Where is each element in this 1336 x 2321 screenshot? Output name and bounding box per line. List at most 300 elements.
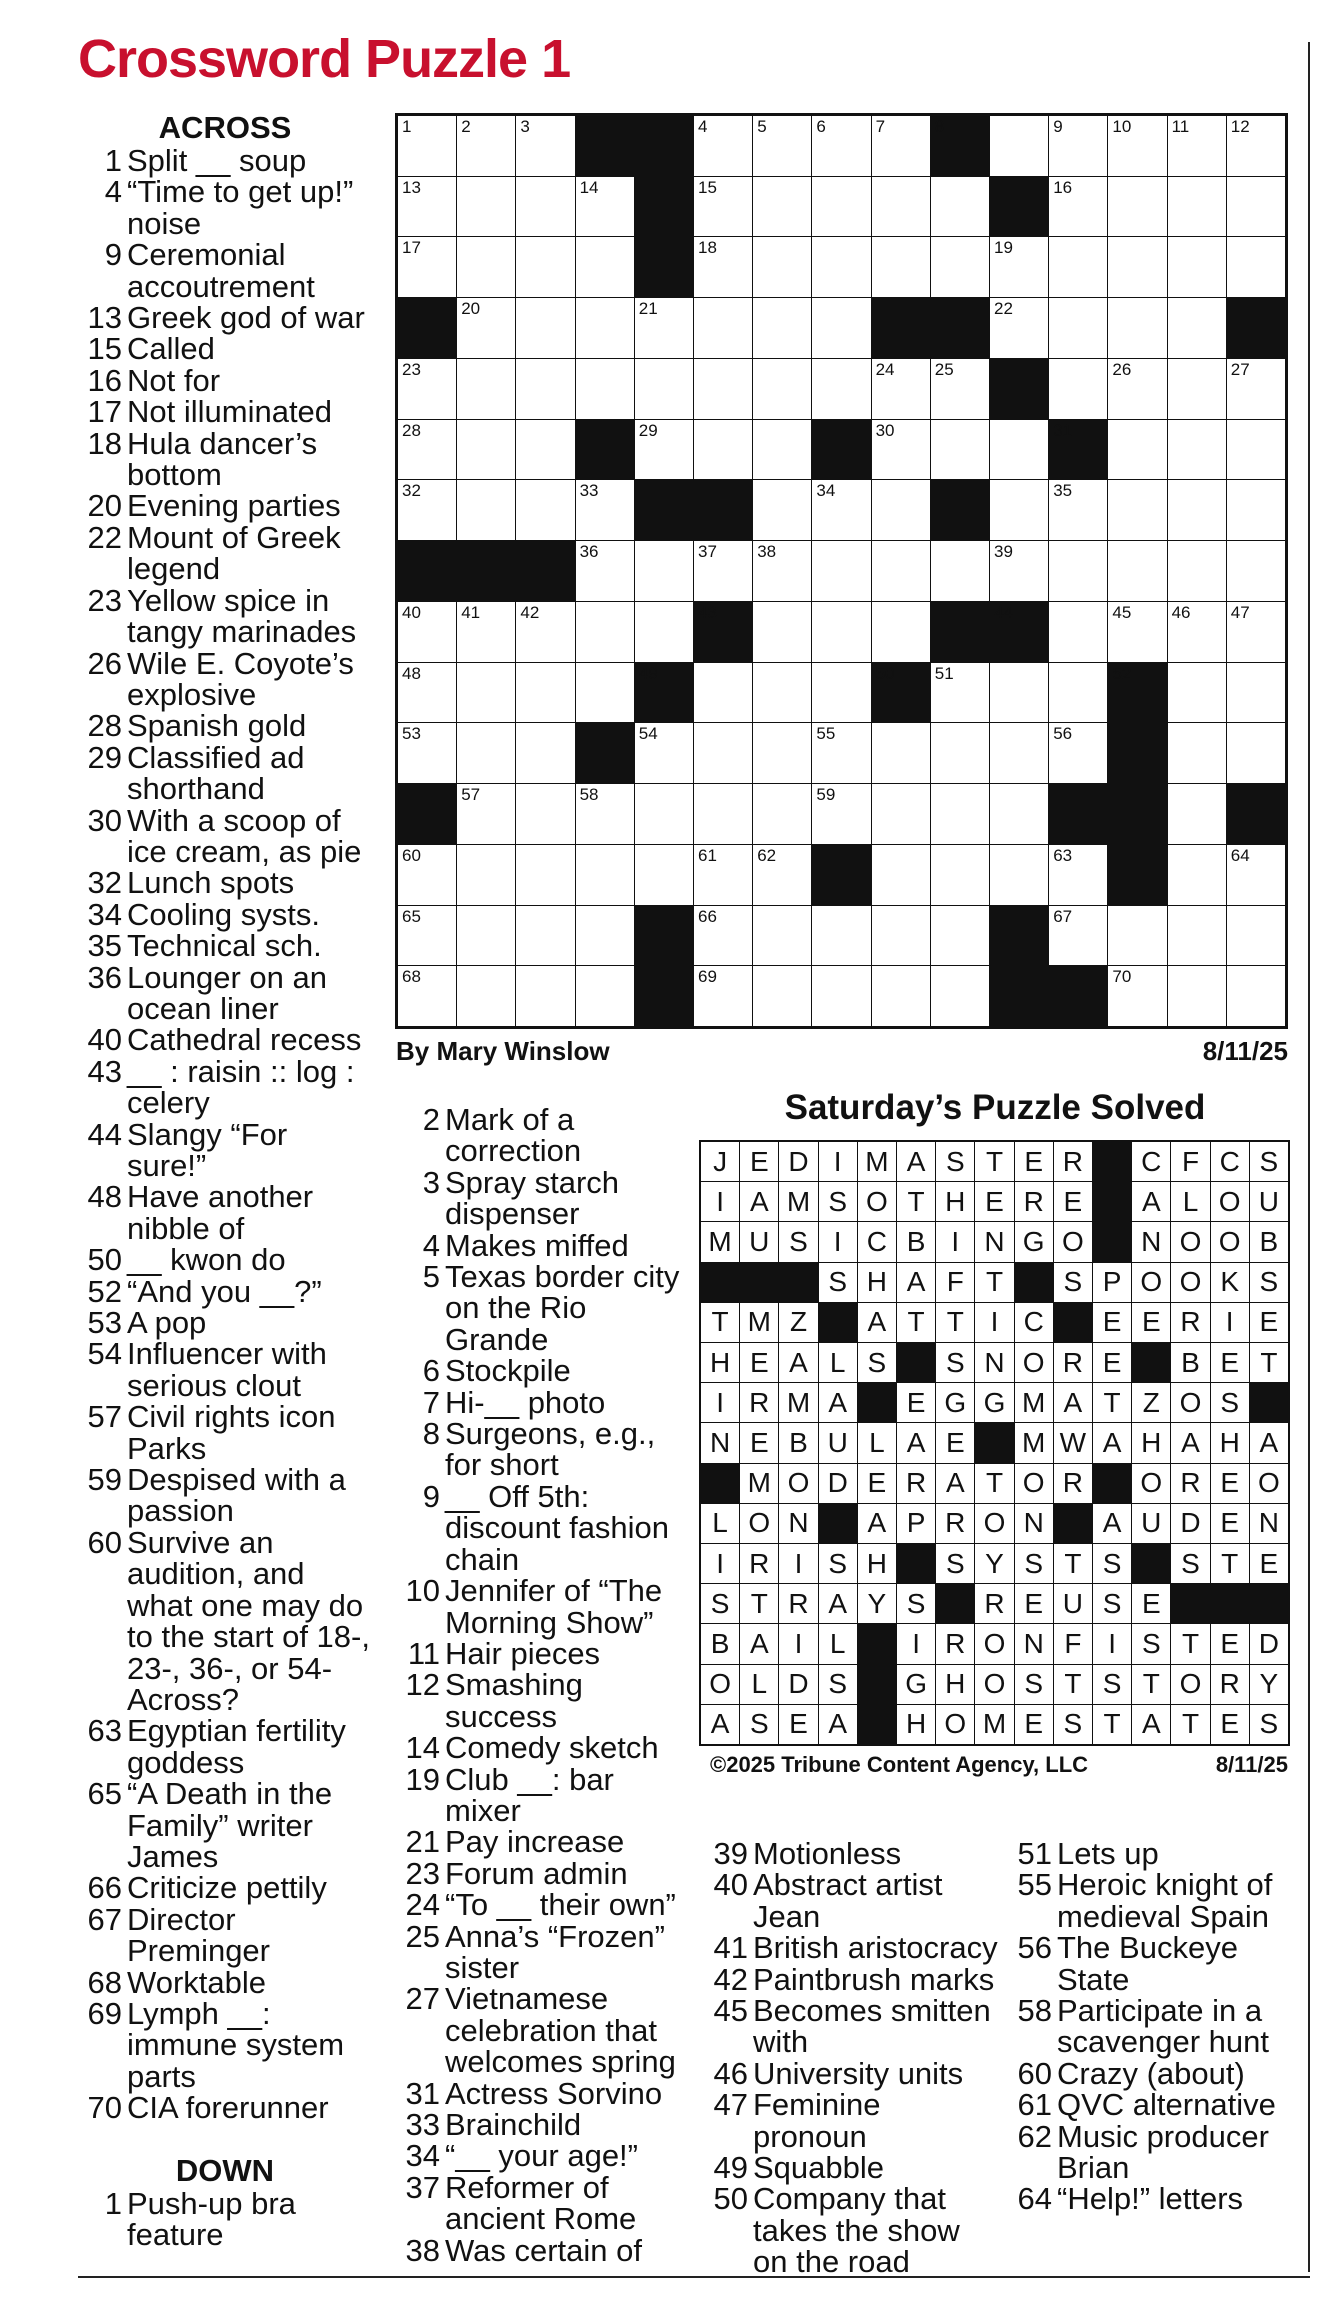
clue-text: Despised with a passion — [127, 1462, 346, 1529]
grid-cell[interactable] — [457, 116, 515, 176]
grid-cell[interactable] — [576, 480, 634, 540]
solution-letter: E — [1132, 1584, 1170, 1623]
clue-text: QVC alternative — [1057, 2087, 1276, 2123]
grid-cell[interactable] — [931, 237, 989, 297]
clue-number: 49 — [713, 2150, 748, 2186]
grid-cell[interactable] — [516, 298, 574, 358]
clue-number: 44 — [87, 1116, 122, 1152]
grid-cell[interactable] — [931, 723, 989, 783]
solution-letter: H — [858, 1544, 896, 1583]
grid-cell[interactable] — [694, 116, 752, 176]
grid-cell[interactable] — [990, 784, 1048, 844]
grid-cell[interactable] — [1108, 480, 1166, 540]
grid-cell[interactable] — [753, 237, 811, 297]
grid-cell[interactable] — [457, 663, 515, 723]
cell-number: 24 — [875, 359, 895, 379]
solution-letter: G — [936, 1383, 974, 1422]
grid-cell[interactable] — [990, 663, 1048, 723]
grid-cell[interactable] — [872, 602, 930, 662]
solution-letter: T — [1132, 1665, 1170, 1704]
cell-number: 27 — [1230, 359, 1250, 379]
grid-cell[interactable] — [753, 966, 811, 1026]
grid-cell[interactable] — [457, 845, 515, 905]
grid-cell[interactable] — [1108, 177, 1166, 237]
grid-cell[interactable] — [753, 906, 811, 966]
grid-cell[interactable] — [872, 177, 930, 237]
clue-number: 41 — [713, 1930, 748, 1966]
grid-cell[interactable] — [1227, 541, 1285, 601]
grid-cell[interactable] — [576, 784, 634, 844]
grid-cell[interactable] — [931, 784, 989, 844]
clue-across-20 — [80, 488, 370, 524]
grid-cell[interactable] — [872, 480, 930, 540]
solution-letter: A — [819, 1383, 857, 1422]
grid-cell[interactable] — [812, 116, 870, 176]
grid-cell[interactable] — [1168, 298, 1226, 358]
grid-cell[interactable] — [1227, 480, 1285, 540]
grid-cell[interactable] — [516, 420, 574, 480]
cell-number: 33 — [579, 481, 599, 501]
grid-cell[interactable] — [516, 480, 574, 540]
grid-cell[interactable] — [516, 602, 574, 662]
grid-cell[interactable] — [1108, 541, 1166, 601]
grid-cell[interactable] — [516, 845, 574, 905]
grid-cell[interactable] — [931, 177, 989, 237]
grid-block — [635, 480, 693, 540]
clue-number: 3 — [422, 1164, 440, 1200]
clue-number: 17 — [87, 394, 122, 430]
grid-cell[interactable] — [1168, 359, 1226, 419]
grid-cell[interactable] — [872, 420, 930, 480]
grid-cell[interactable] — [576, 237, 634, 297]
solution-letter: E — [740, 1343, 778, 1382]
grid-cell[interactable] — [872, 359, 930, 419]
cell-number: 5 — [757, 117, 767, 136]
grid-cell[interactable] — [635, 541, 693, 601]
grid-cell[interactable] — [457, 723, 515, 783]
grid-cell[interactable] — [1227, 845, 1285, 905]
grid-cell[interactable] — [1108, 966, 1166, 1026]
grid-cell[interactable] — [516, 237, 574, 297]
solution-letter: A — [701, 1705, 739, 1744]
solution-letter: E — [1211, 1343, 1249, 1382]
grid-cell[interactable] — [753, 177, 811, 237]
grid-cell[interactable] — [576, 359, 634, 419]
clue-across-30 — [80, 802, 370, 869]
grid-cell[interactable] — [753, 480, 811, 540]
solution-letter: N — [701, 1423, 739, 1462]
cell-number: 9 — [1053, 117, 1063, 136]
solution-block — [1093, 1464, 1131, 1503]
grid-cell[interactable] — [1227, 966, 1285, 1026]
grid-cell[interactable] — [990, 480, 1048, 540]
grid-cell[interactable] — [635, 602, 693, 662]
grid-cell[interactable] — [1168, 784, 1226, 844]
grid-cell[interactable] — [457, 602, 515, 662]
grid-cell[interactable] — [1049, 541, 1107, 601]
grid-cell[interactable] — [516, 177, 574, 237]
cell-number: 68 — [402, 967, 421, 987]
grid-cell[interactable] — [931, 420, 989, 480]
grid-cell[interactable] — [694, 298, 752, 358]
solution-letter: O — [1250, 1464, 1288, 1503]
grid-cell[interactable] — [1108, 298, 1166, 358]
grid-cell[interactable] — [694, 966, 752, 1026]
grid-cell[interactable] — [694, 420, 752, 480]
solution-letter: C — [1015, 1303, 1053, 1342]
solution-letter: A — [1093, 1423, 1131, 1462]
solution-block — [897, 1544, 935, 1583]
solution-letter: E — [897, 1383, 935, 1422]
clue-number: 60 — [87, 1524, 122, 1560]
grid-cell[interactable] — [576, 298, 634, 358]
clue-across-60 — [80, 1524, 370, 1717]
grid-cell[interactable] — [516, 784, 574, 844]
bottom-rule — [78, 2276, 1310, 2278]
grid-cell[interactable] — [1049, 359, 1107, 419]
grid-cell[interactable] — [694, 541, 752, 601]
cell-number: 55 — [816, 724, 836, 744]
grid-cell[interactable] — [1049, 723, 1107, 783]
solution-letter: E — [1015, 1142, 1053, 1181]
clue-down-8 — [398, 1418, 683, 1481]
solution-letter: C — [1132, 1142, 1170, 1181]
grid-cell[interactable] — [1049, 480, 1107, 540]
grid-cell[interactable] — [753, 298, 811, 358]
grid-cell[interactable] — [753, 420, 811, 480]
grid-cell[interactable] — [1227, 237, 1285, 297]
clue-text: Reformer of ancient Rome — [445, 2169, 637, 2237]
grid-cell[interactable] — [398, 906, 456, 966]
grid-cell[interactable] — [694, 359, 752, 419]
cell-number: 18 — [698, 238, 717, 258]
grid-cell[interactable] — [872, 116, 930, 176]
grid-cell[interactable] — [753, 845, 811, 905]
grid-cell[interactable] — [457, 359, 515, 419]
solution-letter: O — [1054, 1222, 1092, 1261]
across-clue-list — [80, 145, 370, 2124]
clue-down-51 — [1010, 1838, 1305, 1869]
grid-cell[interactable] — [1227, 116, 1285, 176]
grid-cell[interactable] — [931, 663, 989, 723]
grid-cell[interactable] — [931, 359, 989, 419]
grid-cell[interactable] — [1108, 359, 1166, 419]
cell-number: 35 — [1053, 481, 1073, 501]
grid-cell[interactable] — [812, 298, 870, 358]
grid-cell[interactable] — [753, 663, 811, 723]
grid-cell[interactable] — [635, 298, 693, 358]
clue-number: 18 — [87, 425, 122, 461]
grid-cell[interactable] — [1049, 116, 1107, 176]
grid-block — [635, 906, 693, 966]
grid-cell[interactable] — [1168, 723, 1226, 783]
grid-cell[interactable] — [1049, 602, 1107, 662]
grid-cell[interactable] — [694, 177, 752, 237]
grid-cell[interactable] — [990, 845, 1048, 905]
grid-cell[interactable] — [753, 602, 811, 662]
grid-cell[interactable] — [457, 906, 515, 966]
solution-letter: S — [1054, 1263, 1092, 1302]
grid-cell[interactable] — [635, 359, 693, 419]
grid-cell[interactable] — [872, 906, 930, 966]
grid-cell[interactable] — [635, 784, 693, 844]
solution-block — [1132, 1544, 1170, 1583]
grid-cell[interactable] — [516, 116, 574, 176]
solution-letter: P — [897, 1504, 935, 1543]
clue-down-42 — [706, 1961, 1001, 1997]
solution-letter: E — [1093, 1303, 1131, 1342]
clue-down-62 — [1010, 2118, 1305, 2186]
solution-letter: S — [1093, 1584, 1131, 1623]
cell-number: 56 — [1053, 724, 1073, 744]
grid-cell[interactable] — [398, 480, 456, 540]
grid-cell[interactable] — [812, 966, 870, 1026]
grid-cell[interactable] — [576, 845, 634, 905]
grid-cell[interactable] — [1049, 298, 1107, 358]
grid-cell[interactable] — [872, 541, 930, 601]
grid-cell[interactable] — [753, 359, 811, 419]
grid-cell[interactable] — [1108, 116, 1166, 176]
grid-cell[interactable] — [1168, 906, 1226, 966]
grid-cell[interactable] — [694, 663, 752, 723]
solution-letter: M — [779, 1182, 817, 1221]
grid-cell[interactable] — [516, 723, 574, 783]
grid-cell[interactable] — [457, 177, 515, 237]
grid-cell[interactable] — [576, 906, 634, 966]
clue-text: Technical sch. — [127, 928, 322, 964]
solution-letter: S — [1250, 1705, 1288, 1744]
grid-cell[interactable] — [1227, 602, 1285, 662]
grid-cell[interactable] — [694, 784, 752, 844]
grid-cell[interactable] — [1168, 966, 1226, 1026]
grid-cell[interactable] — [398, 723, 456, 783]
grid-cell[interactable] — [931, 541, 989, 601]
grid-cell[interactable] — [576, 541, 634, 601]
solution-block — [1250, 1584, 1288, 1623]
solution-letter: D — [1171, 1504, 1209, 1543]
solution-letter: U — [1054, 1584, 1092, 1623]
grid-cell[interactable] — [635, 845, 693, 905]
grid-cell[interactable] — [576, 177, 634, 237]
solution-letter: A — [936, 1464, 974, 1503]
solution-letter: O — [1132, 1464, 1170, 1503]
clue-number: 9 — [104, 237, 122, 273]
solution-letter: T — [1093, 1705, 1131, 1744]
grid-cell[interactable] — [812, 237, 870, 297]
grid-cell[interactable] — [694, 723, 752, 783]
grid-cell[interactable] — [398, 359, 456, 419]
grid-cell[interactable] — [398, 420, 456, 480]
grid-cell[interactable] — [398, 602, 456, 662]
grid-cell[interactable] — [872, 845, 930, 905]
grid-cell[interactable] — [457, 298, 515, 358]
grid-cell[interactable] — [990, 420, 1048, 480]
cell-number: 53 — [402, 724, 421, 744]
clue-text: Abstract artist Jean — [753, 1867, 943, 1934]
grid-cell[interactable] — [1168, 663, 1226, 723]
grid-cell[interactable] — [1168, 541, 1226, 601]
grid-cell[interactable] — [931, 966, 989, 1026]
solution-letter: G — [975, 1383, 1013, 1422]
grid-cell[interactable] — [516, 663, 574, 723]
grid-cell[interactable] — [694, 906, 752, 966]
grid-cell[interactable] — [635, 420, 693, 480]
grid-cell[interactable] — [812, 723, 870, 783]
solution-letter: H — [1211, 1423, 1249, 1462]
solution-letter: E — [1211, 1504, 1249, 1543]
grid-cell[interactable] — [398, 663, 456, 723]
grid-cell[interactable] — [812, 177, 870, 237]
grid-cell[interactable] — [812, 541, 870, 601]
solution-letter: L — [819, 1624, 857, 1663]
solution-letter: S — [936, 1544, 974, 1583]
solution-letter: O — [1211, 1182, 1249, 1221]
cell-number: 66 — [698, 906, 717, 926]
clue-text: Music producer Brian — [1057, 2118, 1269, 2186]
grid-cell[interactable] — [1168, 116, 1226, 176]
grid-cell[interactable] — [576, 602, 634, 662]
clue-number: 1 — [104, 143, 122, 178]
grid-cell[interactable] — [812, 784, 870, 844]
grid-cell[interactable] — [1049, 906, 1107, 966]
cell-number: 47 — [1230, 602, 1250, 622]
grid-cell[interactable] — [398, 177, 456, 237]
grid-cell[interactable] — [1168, 480, 1226, 540]
grid-cell[interactable] — [516, 966, 574, 1026]
clue-across-34 — [80, 896, 370, 932]
grid-cell[interactable] — [872, 723, 930, 783]
grid-cell[interactable] — [990, 541, 1048, 601]
solution-letter: Y — [1250, 1665, 1288, 1704]
cell-number: 1 — [402, 117, 412, 136]
clue-number: 65 — [87, 1776, 122, 1812]
grid-cell[interactable] — [753, 784, 811, 844]
grid-cell[interactable] — [1227, 420, 1285, 480]
grid-cell[interactable] — [1049, 845, 1107, 905]
grid-cell[interactable] — [872, 237, 930, 297]
solution-letter: A — [858, 1303, 896, 1342]
grid-cell[interactable] — [457, 237, 515, 297]
grid-cell[interactable] — [1168, 177, 1226, 237]
grid-cell[interactable] — [1168, 602, 1226, 662]
solution-block — [1132, 1343, 1170, 1382]
grid-cell[interactable] — [753, 723, 811, 783]
grid-cell[interactable] — [1227, 663, 1285, 723]
solution-letter: T — [1054, 1544, 1092, 1583]
solution-letter: T — [1211, 1544, 1249, 1583]
grid-cell[interactable] — [1227, 906, 1285, 966]
grid-cell[interactable] — [635, 723, 693, 783]
grid-cell[interactable] — [931, 845, 989, 905]
clue-across-65 — [80, 1778, 370, 1872]
clue-text: Ceremonial accoutrement — [127, 237, 315, 304]
solution-letter: I — [701, 1383, 739, 1422]
grid-cell[interactable] — [812, 480, 870, 540]
cell-number: 23 — [402, 359, 421, 379]
grid-cell[interactable] — [516, 359, 574, 419]
grid-cell[interactable] — [931, 906, 989, 966]
grid-cell[interactable] — [812, 359, 870, 419]
grid-cell[interactable] — [1049, 177, 1107, 237]
grid-cell[interactable] — [457, 966, 515, 1026]
grid-cell[interactable] — [516, 906, 574, 966]
solution-letter: M — [975, 1705, 1013, 1744]
clue-across-1 — [80, 145, 370, 176]
cell-number: 34 — [816, 481, 836, 501]
grid-cell[interactable] — [1227, 177, 1285, 237]
grid-cell[interactable] — [1168, 237, 1226, 297]
grid-cell[interactable] — [398, 116, 456, 176]
grid-cell[interactable] — [872, 784, 930, 844]
grid-cell[interactable] — [1227, 723, 1285, 783]
grid-block — [990, 602, 1048, 662]
clue-text: Heroic knight of medieval Spain — [1057, 1867, 1273, 1934]
clue-across-35 — [80, 928, 370, 964]
grid-cell[interactable] — [1168, 420, 1226, 480]
grid-cell[interactable] — [990, 237, 1048, 297]
grid-cell[interactable] — [398, 966, 456, 1026]
clue-down-34 — [398, 2138, 683, 2174]
clue-across-9 — [80, 239, 370, 302]
grid-cell[interactable] — [1049, 663, 1107, 723]
cell-number: 70 — [1112, 967, 1132, 987]
grid-cell[interactable] — [457, 480, 515, 540]
grid-cell[interactable] — [812, 663, 870, 723]
grid-cell[interactable] — [1108, 237, 1166, 297]
grid-cell[interactable] — [1108, 906, 1166, 966]
grid-cell[interactable] — [753, 116, 811, 176]
clue-down-50 — [706, 2181, 1001, 2280]
clue-across-23 — [80, 582, 370, 650]
grid-cell[interactable] — [1227, 359, 1285, 419]
grid-cell[interactable] — [1108, 602, 1166, 662]
grid-cell[interactable] — [990, 298, 1048, 358]
grid-cell[interactable] — [1108, 420, 1166, 480]
solution-letter: M — [740, 1464, 778, 1503]
grid-cell[interactable] — [398, 237, 456, 297]
grid-cell[interactable] — [576, 663, 634, 723]
solution-letter: S — [1015, 1544, 1053, 1583]
grid-cell[interactable] — [990, 116, 1048, 176]
grid-cell[interactable] — [1049, 237, 1107, 297]
solution-letter: E — [1250, 1544, 1288, 1583]
grid-cell[interactable] — [694, 845, 752, 905]
solution-letter: E — [1211, 1464, 1249, 1503]
grid-cell[interactable] — [1168, 845, 1226, 905]
clue-number: 54 — [87, 1336, 122, 1372]
grid-cell[interactable] — [457, 420, 515, 480]
grid-cell[interactable] — [457, 784, 515, 844]
clue-across-63 — [80, 1715, 370, 1778]
grid-cell[interactable] — [753, 541, 811, 601]
grid-cell[interactable] — [812, 906, 870, 966]
grid-cell[interactable] — [872, 966, 930, 1026]
clue-number: 22 — [87, 519, 122, 555]
clue-text: __ Off 5th: discount fashion chain — [445, 1478, 670, 1577]
grid-cell[interactable] — [398, 845, 456, 905]
clue-across-15 — [80, 331, 370, 367]
clue-text: Greek god of war — [127, 300, 365, 336]
solution-letter: E — [1211, 1624, 1249, 1663]
crossword-grid[interactable] — [395, 113, 1288, 1029]
grid-cell[interactable] — [694, 237, 752, 297]
clue-across-50 — [80, 1242, 370, 1278]
solution-letter: A — [897, 1263, 935, 1302]
grid-cell[interactable] — [576, 966, 634, 1026]
clue-across-44 — [80, 1116, 370, 1183]
grid-cell[interactable] — [990, 723, 1048, 783]
grid-cell[interactable] — [812, 602, 870, 662]
